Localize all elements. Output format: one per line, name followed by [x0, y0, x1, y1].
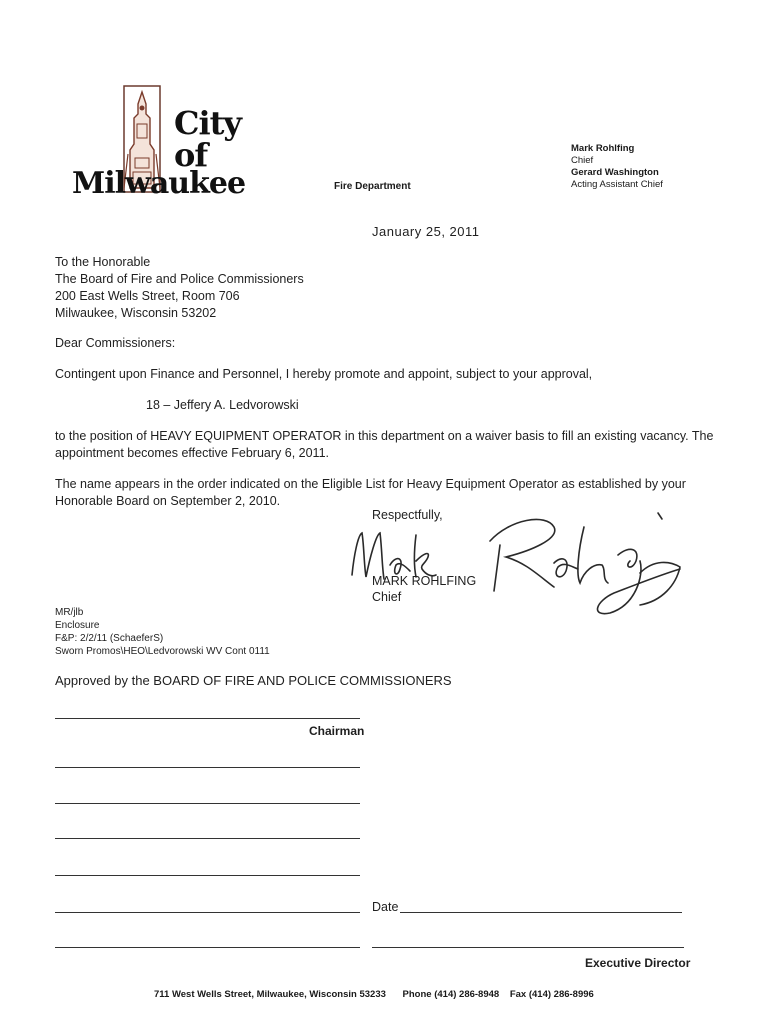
- footer-fax: Fax (414) 286-8996: [509, 989, 594, 1000]
- reference-line: F&P: 2/2/11 (SchaeferS): [55, 633, 164, 644]
- signature-line-director: [372, 947, 684, 948]
- city-logo: [72, 82, 247, 202]
- appointee-line: 18 – Jeffery A. Ledvorowski: [146, 398, 299, 412]
- chairman-label: Chairman: [309, 724, 365, 738]
- closing: Respectfully,: [372, 508, 443, 522]
- paragraph-line: appointment becomes effective February 6, 2011.: [55, 446, 330, 460]
- footer-address: 711 West Wells Street, Milwaukee, Wisconsin 53233: [154, 989, 386, 1000]
- reference-line: MR/jlb: [55, 607, 84, 618]
- logo-milwaukee-word: Milwaukee: [72, 166, 246, 201]
- approval-heading: Approved by the BOARD OF FIRE AND POLICE COMMISSIONERS: [55, 673, 452, 688]
- chief-name: Mark Rohlfing: [571, 143, 635, 154]
- chief-title: Chief: [571, 155, 594, 166]
- signature-line-commissioner: [55, 875, 360, 876]
- executive-director-label: Executive Director: [585, 956, 691, 970]
- department-name: Fire Department: [334, 181, 411, 192]
- signature-line-commissioner: [55, 803, 360, 804]
- address-line: The Board of Fire and Police Commissioners: [55, 272, 304, 286]
- signer-name: MARK ROHLFING: [372, 574, 477, 588]
- paragraph-line: to the position of HEAVY EQUIPMENT OPERATOR in this department on a waiver basis to fill an existing vacancy. The: [55, 429, 714, 443]
- letter-date: January 25, 2011: [372, 224, 480, 239]
- signature-line-commissioner: [55, 767, 360, 768]
- footer: [154, 989, 594, 1000]
- paragraph-line: The name appears in the order indicated on the Eligible List for Heavy Equipment Operator as established by your: [55, 477, 686, 491]
- paragraph-line: Honorable Board on September 2, 2010.: [55, 494, 281, 508]
- recipient-address: [55, 254, 304, 322]
- address-line: 200 East Wells Street, Room 706: [55, 289, 240, 303]
- position-paragraph: [55, 428, 713, 462]
- salutation: Dear Commissioners:: [55, 336, 176, 350]
- handwritten-signature: [340, 505, 700, 625]
- address-line: Milwaukee, Wisconsin 53202: [55, 306, 217, 320]
- assistant-chief-name: Gerard Washington: [571, 167, 659, 178]
- signer-title: Chief: [372, 590, 402, 604]
- signature-line-chairman: [55, 718, 360, 719]
- reference-line: Sworn Promos\HEO\Ledvorowski WV Cont 0111: [55, 646, 270, 657]
- signature-line-commissioner: [55, 838, 360, 839]
- footer-phone: Phone (414) 286-8948: [402, 989, 500, 1000]
- assistant-chief-title: Acting Assistant Chief: [571, 179, 663, 190]
- date-line: [400, 912, 682, 913]
- date-label: Date: [372, 900, 399, 914]
- reference-block: [55, 606, 270, 658]
- intro-paragraph: Contingent upon Finance and Personnel, I hereby promote and appoint, subject to your approval,: [55, 367, 593, 381]
- signature-line-commissioner: [55, 947, 360, 948]
- chief-block: [571, 143, 663, 191]
- logo-city-word: City: [174, 104, 241, 142]
- address-line: To the Honorable: [55, 255, 151, 269]
- logo-of-word: of: [174, 136, 208, 174]
- reference-line: Enclosure: [55, 620, 100, 631]
- signer-block: [372, 573, 476, 605]
- signature-line-commissioner: [55, 912, 360, 913]
